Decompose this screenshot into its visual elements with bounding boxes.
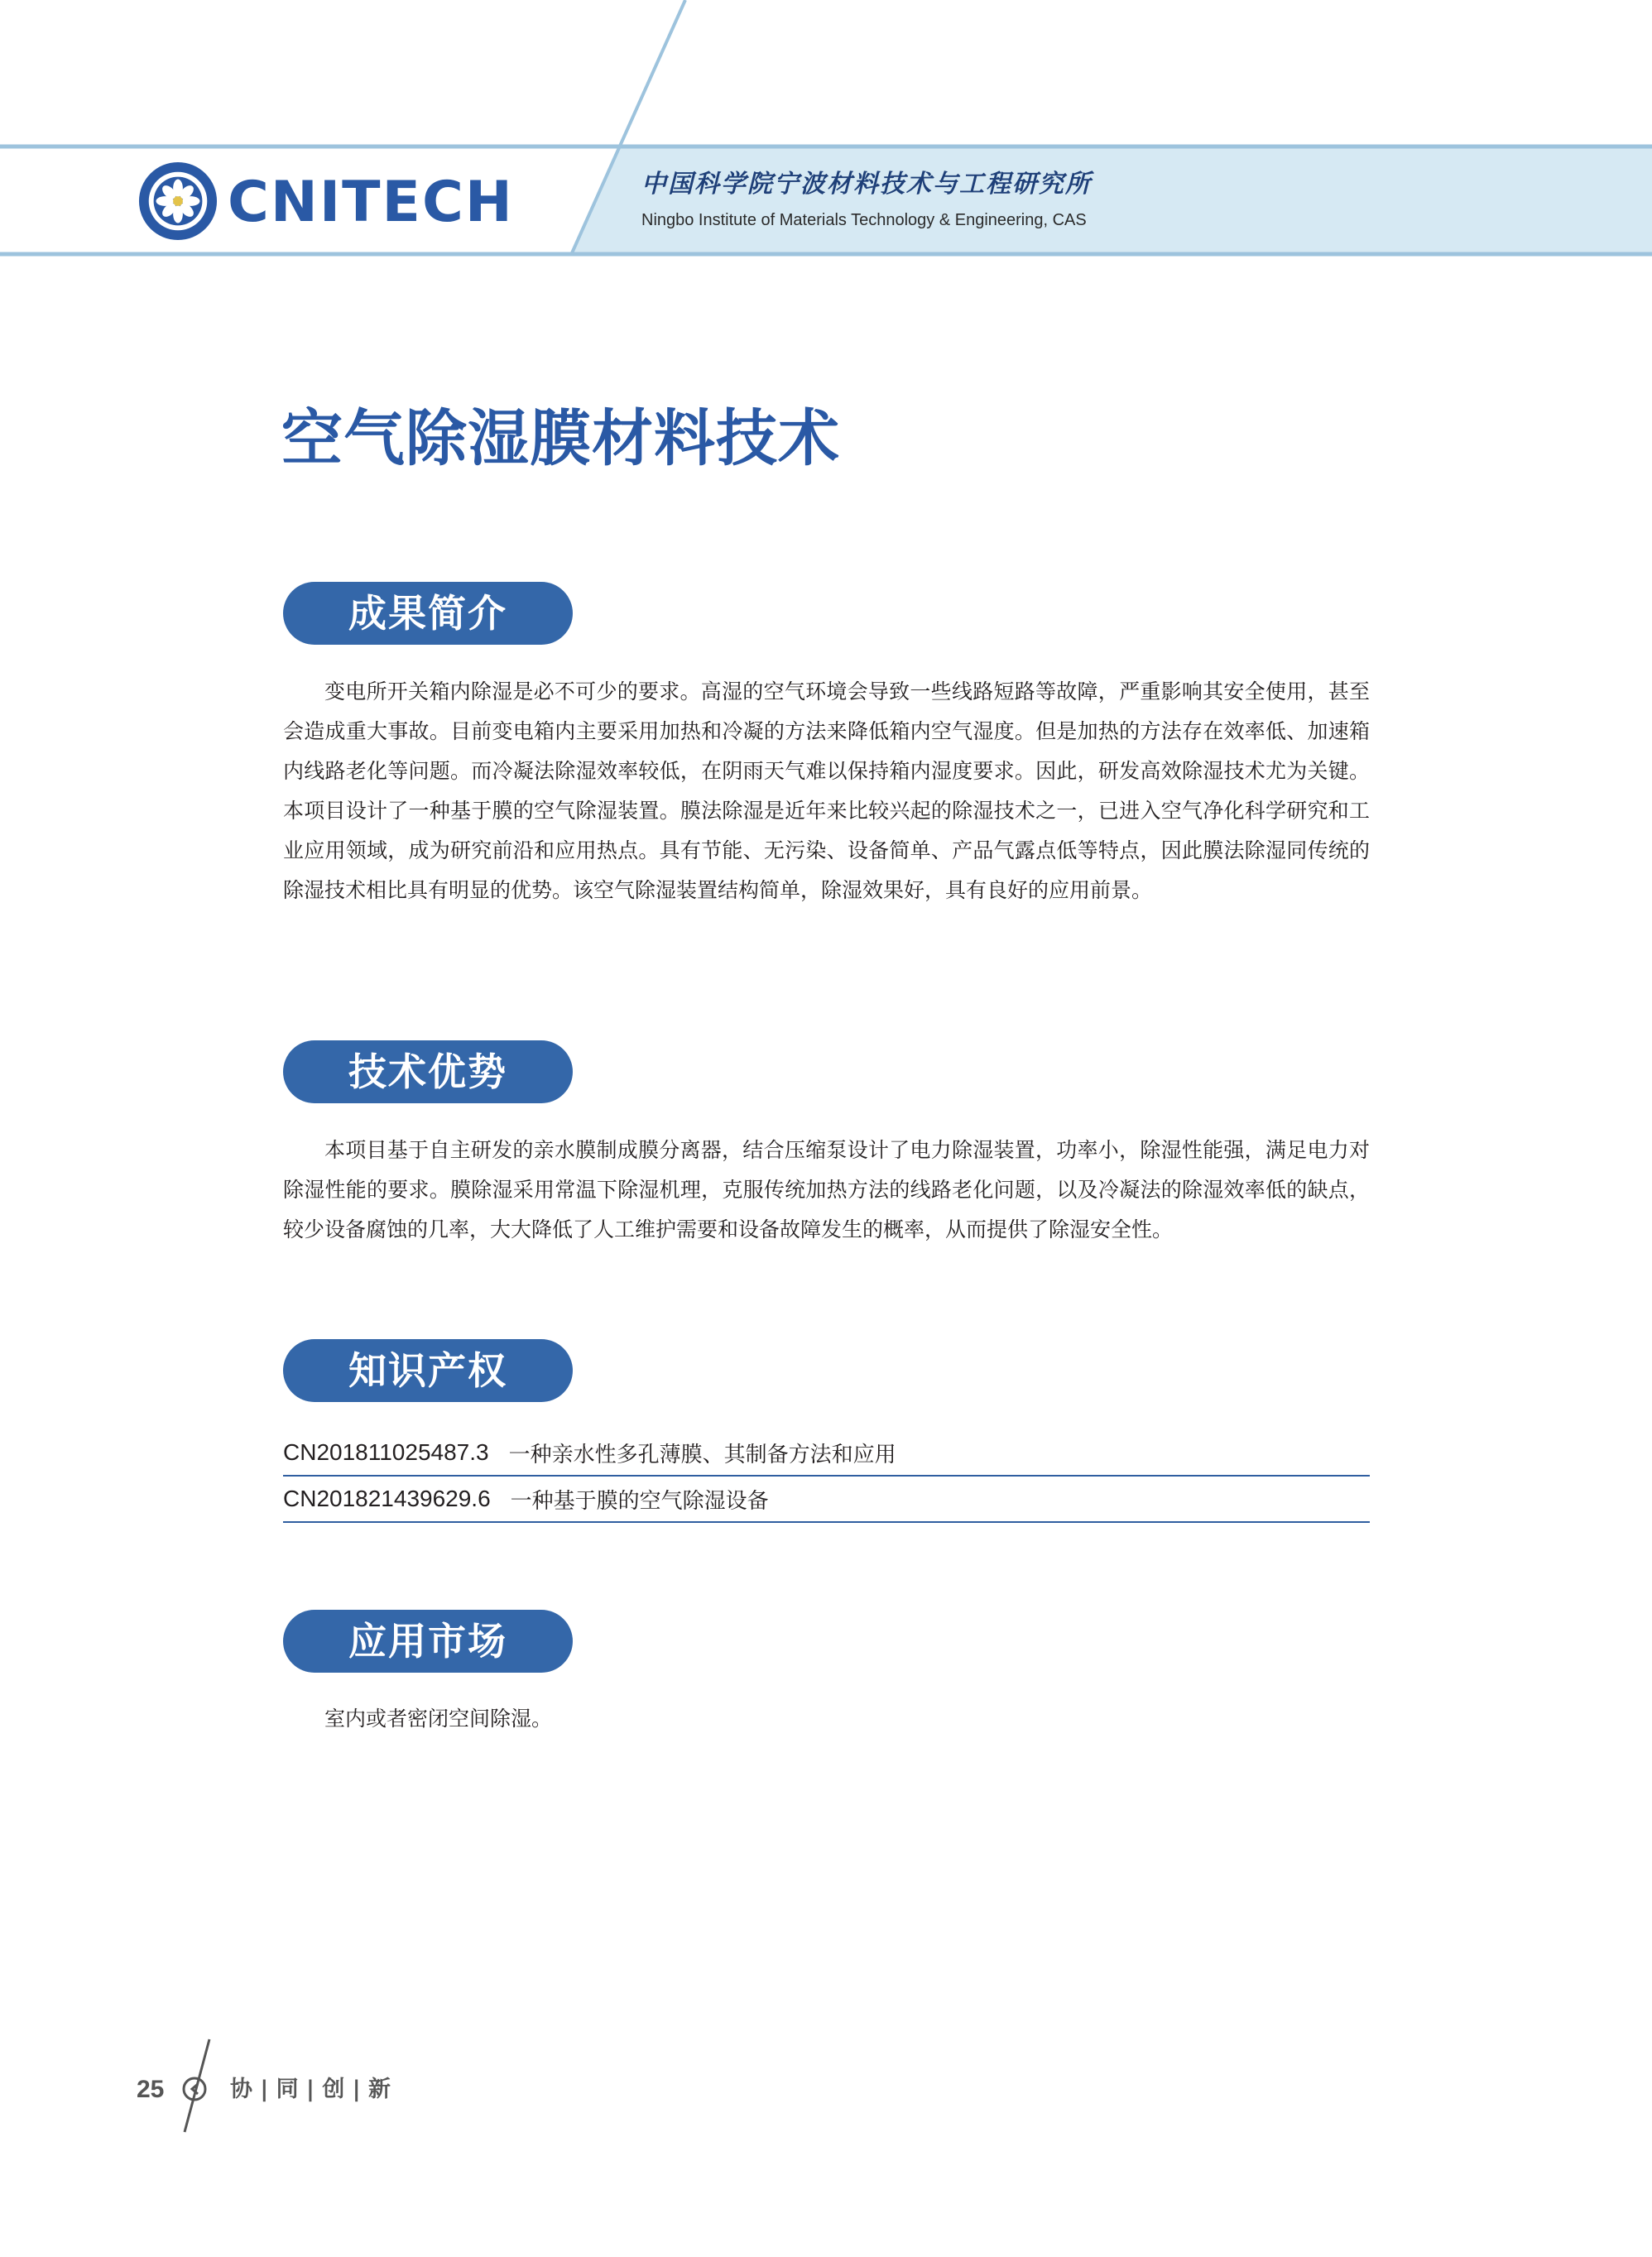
- patent-row: [283, 1477, 1370, 1523]
- page-number: 25: [137, 2076, 165, 2103]
- patent-row: [283, 1430, 1370, 1477]
- footer-ornament-icon: [170, 2036, 219, 2135]
- footer-slogan: 协 | 同 | 创 | 新: [230, 2077, 391, 2102]
- patent-number: CN201821439629.6: [283, 1486, 491, 1511]
- section-heading-intro: 成果简介: [283, 582, 573, 645]
- institute-name-cn: 中国科学院宁波材料技术与工程研究所: [641, 170, 1092, 199]
- section-heading-market: 应用市场: [283, 1610, 573, 1673]
- patent-list: [283, 1430, 1370, 1523]
- section-heading-advantages: 技术优势: [283, 1040, 573, 1103]
- institute-name-en: Ningbo Institute of Materials Technology & Engineering, CAS: [641, 211, 1087, 229]
- patent-number: CN201811025487.3: [283, 1439, 489, 1465]
- intro-paragraph: 变电所开关箱内除湿是必不可少的要求。高湿的空气环境会导致一些线路短路等故障，严重影响其安全使用，甚至会造成重大事故。目前变电箱内主要采用加热和冷凝的方法来降低箱内空气湿度。但是加热的方法存在效率低、加速箱内线路老化等问题。而冷凝法除湿效率较低，在阴雨天气难以保持箱内湿度要求。因此，研发高效除湿技术尤为关键。本项目设计了一种基于膜的空气除湿装置。膜法除湿是近年来比较兴起的除湿技术之一，已进入空气净化科学研究和工业应用领域，成为研究前沿和应用热点。具有节能、无污染、设备简单、产品气露点低等特点，因此膜法除湿同传统的除湿技术相比具有明显的优势。该空气除湿装置结构简单，除湿效果好，具有良好的应用前景。: [283, 680, 1370, 902]
- cas-emblem-icon: [137, 161, 219, 242]
- page-title: 空气除湿膜材料技术: [281, 403, 840, 474]
- market-paragraph: 室内或者密闭空间除湿。: [324, 1707, 553, 1731]
- advantages-paragraph: 本项目基于自主研发的亲水膜制成膜分离器，结合压缩泵设计了电力除湿装置，功率小，除湿性能强，满足电力对除湿性能的要求。膜除湿采用常温下除湿机理，克服传统加热方法的线路老化问题，以及冷凝法的除湿效率低的缺点，较少设备腐蚀的几率，大大降低了人工维护需要和设备故障发生的概率，从而提供了除湿安全性。: [283, 1138, 1370, 1241]
- patent-title: 一种基于膜的空气除湿设备: [510, 1488, 769, 1514]
- brand-name: CNITECH: [228, 170, 514, 235]
- patent-title: 一种亲水性多孔薄膜、其制备方法和应用: [508, 1442, 896, 1467]
- section-heading-ip: 知识产权: [283, 1339, 573, 1402]
